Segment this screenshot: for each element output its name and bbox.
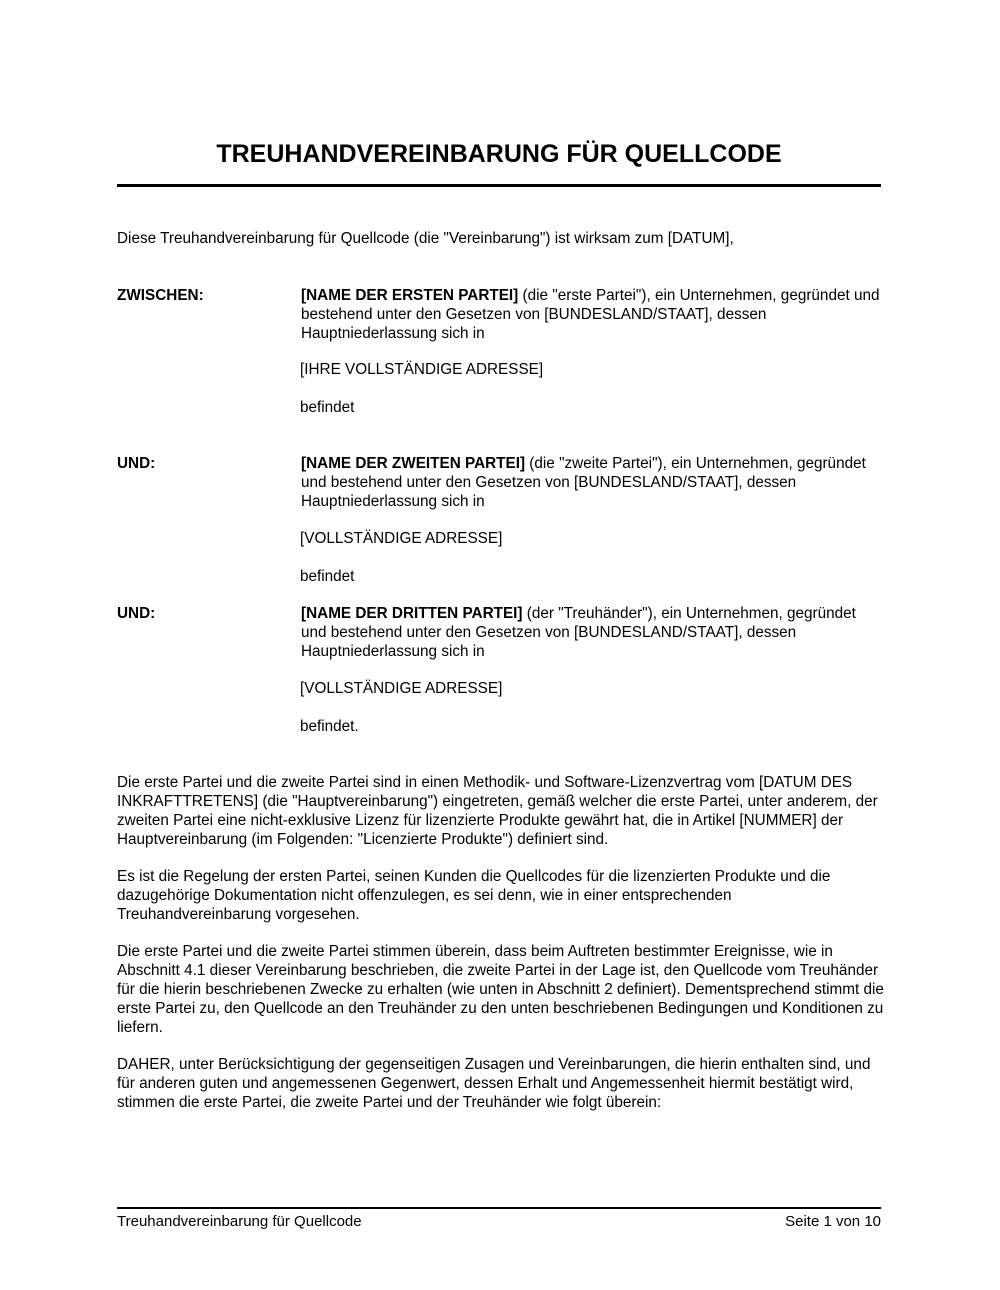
body-paragraph-4: DAHER, unter Berücksichtigung der gegenseitigen Zusagen und Vereinbarungen, die hierin enthalten sind, und für anderen guten und angemessenen Gegenwert, dessen Erhalt und Angemessenheit hiermit bestätigt wird, stimmen die erste Partei, die zweite Partei und der Treuhänder wie folgt überein: xyxy=(117,1056,871,1111)
party-1-description xyxy=(301,286,881,343)
party-3-name: [NAME DER DRITTEN PARTEI] xyxy=(301,605,523,622)
footer-page-number: Seite 1 von 10 xyxy=(785,1213,881,1230)
footer-document-name: Treuhandvereinbarung für Quellcode xyxy=(117,1213,362,1230)
party-1-address: [IHRE VOLLSTÄNDIGE ADRESSE] xyxy=(300,361,544,378)
party-3-closing: befindet. xyxy=(300,718,359,735)
party-2-address: [VOLLSTÄNDIGE ADRESSE] xyxy=(300,530,503,547)
party-2-closing: befindet xyxy=(300,568,355,585)
party-label-1: ZWISCHEN: xyxy=(117,287,204,304)
title-divider xyxy=(117,184,881,187)
party-label-3: UND: xyxy=(117,605,156,622)
footer-divider xyxy=(117,1207,881,1209)
party-3-address: [VOLLSTÄNDIGE ADRESSE] xyxy=(300,680,503,697)
party-1-name: [NAME DER ERSTEN PARTEI] xyxy=(301,287,519,304)
party-2-name: [NAME DER ZWEITEN PARTEI] xyxy=(301,455,526,472)
party-1-closing: befindet xyxy=(300,399,355,416)
intro-paragraph: Diese Treuhandvereinbarung für Quellcode (die "Vereinbarung") ist wirksam zum [DATUM], xyxy=(117,230,734,247)
party-label-2: UND: xyxy=(117,455,156,472)
body-paragraph-3: Die erste Partei und die zweite Partei stimmen überein, dass beim Auftreten bestimmter Ereignisse, wie in Abschnitt 4.1 dieser Vereinbarung beschrieben, die zweite Partei in der Lage ist, den Quellcode vom Treuhänder für die hierin beschriebenen Zwecke zu erhalten (wie unten in Abschnitt 2 definiert). Dementsprechend stimmt die erste Partei zu, den Quellcode an den Treuhänder zu den unten beschriebenen Bedingungen und Konditionen zu liefern. xyxy=(117,943,884,1036)
party-1-desc: (die "erste Partei"), ein Unternehmen, gegründet und bestehend unter den Gesetzen von [BUNDESLAND/STAAT], dessen Hauptniederlassung sich in xyxy=(301,287,880,342)
body-paragraph-1: Die erste Partei und die zweite Partei sind in einen Methodik- und Software-Lizenzvertrag vom [DATUM DES INKRAFTTRETENS] (die "Hauptvereinbarung") eingetreten, gemäß welcher die erste Partei, unter anderem, der zweiten Partei eine nicht-exklusive Lizenz für lizenzierte Produkte gewährt hat, die in Artikel [NUMMER] der Hauptvereinbarung (im Folgenden: "Licenzierte Produkte") definiert sind. xyxy=(117,774,878,848)
body-paragraph-2: Es ist die Regelung der ersten Partei, seinen Kunden die Quellcodes für die lizenzierten Produkte und die dazugehörige Dokumentation nicht offenzulegen, es sei denn, wie in einer entsprechenden Treuhandvereinbarung vorgesehen. xyxy=(117,868,831,923)
document-title: TREUHANDVEREINBARUNG FÜR QUELLCODE xyxy=(216,140,782,168)
party-3-description xyxy=(301,604,881,661)
party-3-desc: (der "Treuhänder"), ein Unternehmen, gegründet und bestehend unter den Gesetzen von [BUNDESLAND/STAAT], dessen Hauptniederlassung sich in xyxy=(301,605,856,660)
party-2-desc: (die "zweite Partei"), ein Unternehmen, gegründet und bestehend unter den Gesetzen von [BUNDESLAND/STAAT], dessen Hauptniederlassung sich in xyxy=(301,455,866,510)
party-2-description xyxy=(301,454,881,511)
